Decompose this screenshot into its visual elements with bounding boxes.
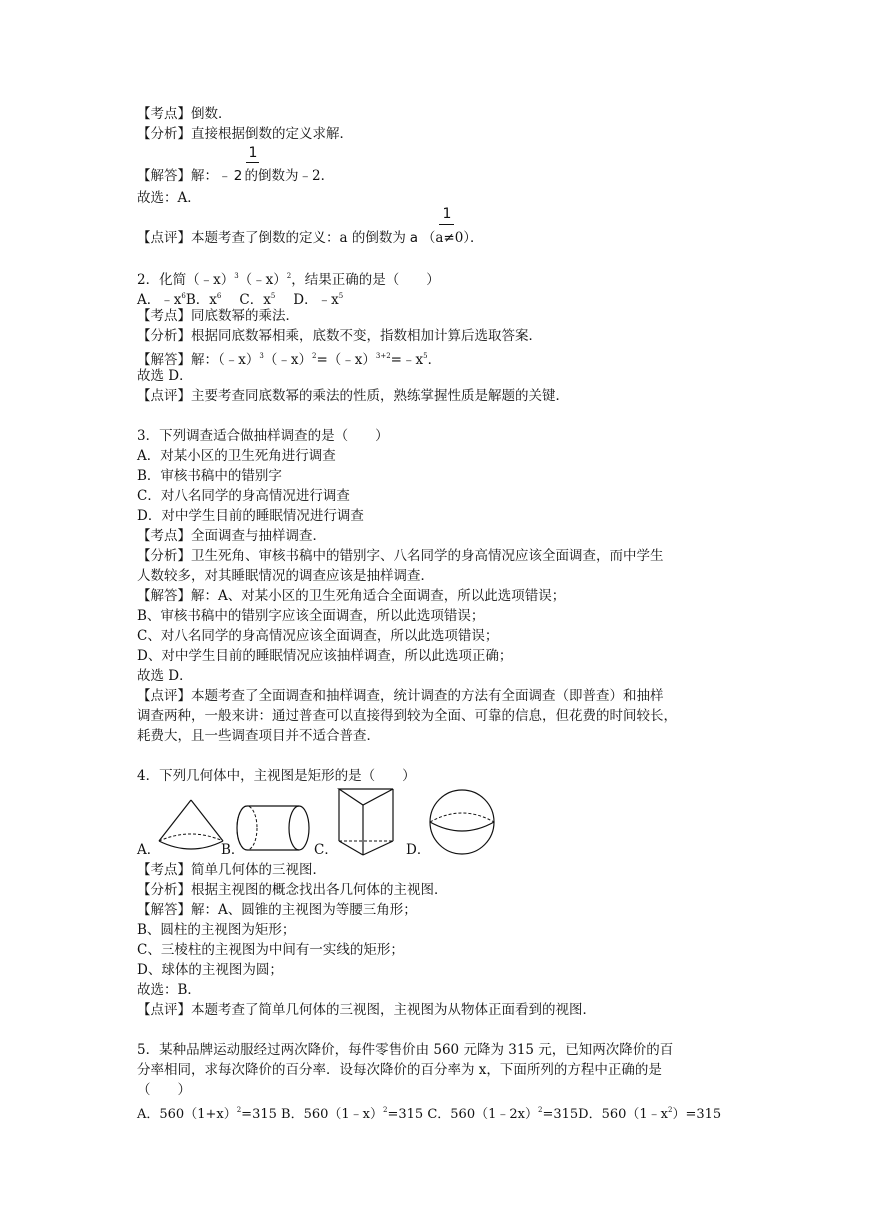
q1-fraction2-denominator: a bbox=[409, 230, 418, 246]
q5-option-a: A．$560(1+x)^2=315$ bbox=[137, 1106, 277, 1122]
q3-option-a: A．对某小区的卫生死角进行调查 bbox=[137, 448, 336, 464]
q5-stem-line3: （ ） bbox=[137, 1082, 191, 1098]
q4-jieda-line2: B、圆柱的主视图为矩形； bbox=[137, 922, 296, 938]
q1-fraction2-numerator: 1 bbox=[442, 206, 452, 222]
q5-stem-line2: 分率相同，求每次降价的百分率．设每次降价的百分率为 x，下面所列的方程中正确的是 bbox=[137, 1062, 662, 1078]
q2-jieda-part: 【解答】解：（﹣x） bbox=[137, 352, 260, 368]
q5-option-b: B．560（1﹣x）$^2$=315 bbox=[281, 1106, 424, 1122]
q2-exponent: 3+2 bbox=[375, 352, 391, 360]
q4-label-d: D． bbox=[406, 842, 431, 858]
q3-fenxi-line2: 人数较多，对其睡眠情况的调查应该是抽样调查． bbox=[137, 568, 434, 584]
q1-fraction-numerator: 1 bbox=[248, 145, 258, 161]
q1-jieda bbox=[137, 166, 334, 186]
q3-fenxi-line1: 【分析】卫生死角、审核书稿中的错别字、八名同学的身高情况应该全面调查，而中学生 bbox=[137, 548, 664, 564]
cylinder-icon bbox=[233, 800, 313, 856]
q5-stem-line1: 5．某种品牌运动服经过两次降价，每件零售价由 560 元降为 315 元，已知两次降价的百 bbox=[137, 1042, 674, 1058]
q1-fraction-denominator: 2 bbox=[233, 168, 243, 184]
q4-jieda-line4: D、球体的主视图为圆； bbox=[137, 962, 283, 978]
q2-fenxi: 【分析】根据同底数幂相乘，底数不变，指数相加计算后选取答案． bbox=[137, 328, 542, 344]
q1-dianping-suffix: （a≠0）． bbox=[421, 230, 484, 246]
q3-dianping-line2: 调查两种，一般来讲：通过普查可以直接得到较为全面、可靠的信息，但花费的时间较长， bbox=[137, 708, 677, 724]
q4-label-c: C． bbox=[314, 842, 338, 858]
q1-jieda-prefix: 【解答】解：﹣ bbox=[137, 168, 232, 184]
q2-option-a: A．$﹣x^6$ bbox=[137, 292, 186, 308]
q3-dianping-line1: 【点评】本题考查了全面调查和抽样调查，统计调查的方法有全面调查（即普查）和抽样 bbox=[137, 688, 664, 704]
q4-jieda-line1: 【解答】解：A、圆锥的主视图为等腰三角形； bbox=[137, 902, 417, 918]
q2-guxuan: 故选 D． bbox=[137, 368, 193, 384]
q1-kaodian: 【考点】倒数． bbox=[137, 106, 232, 122]
q1-jieda-suffix: 的倒数为﹣2． bbox=[244, 168, 335, 184]
q3-stem: 3．下列调查适合做抽样调查的是（ ） bbox=[137, 428, 389, 444]
q3-option-b: B．审核书稿中的错别字 bbox=[137, 468, 282, 484]
q3-jieda-line4: D、对中学生目前的睡眠情况应该抽样调查，所以此选项正确； bbox=[137, 648, 513, 664]
q3-kaodian: 【考点】全面调查与抽样调查． bbox=[137, 528, 326, 544]
q2-kaodian: 【考点】同底数幂的乘法． bbox=[137, 308, 299, 324]
q2-exponent: 2 bbox=[311, 352, 317, 360]
sphere-icon bbox=[426, 786, 498, 858]
q2-jieda-part: =（﹣x） bbox=[316, 352, 376, 368]
q2-exponent: 3 bbox=[259, 352, 264, 360]
q1-fraction-bar bbox=[246, 162, 259, 163]
triangular-prism-icon bbox=[333, 783, 397, 859]
q3-option-d: D．对中学生目前的睡眠情况进行调查 bbox=[137, 508, 364, 524]
q2-jieda-part: ． bbox=[427, 352, 442, 368]
q4-stem: 4．下列几何体中，主视图是矩形的是（ ） bbox=[137, 768, 416, 784]
q1-dianping bbox=[137, 228, 484, 248]
q2-exponent: 2 bbox=[286, 272, 292, 280]
q3-guxuan: 故选 D． bbox=[137, 668, 193, 684]
q1-fenxi: 【分析】直接根据倒数的定义求解． bbox=[137, 126, 353, 142]
q2-option-c: C．$x^5$ bbox=[239, 292, 276, 308]
q2-stem-part: （﹣x） bbox=[238, 272, 287, 288]
q3-option-c: C．对八名同学的身高情况进行调查 bbox=[137, 488, 350, 504]
q1-guxuan: 故选：A． bbox=[137, 190, 201, 206]
q2-dianping: 【点评】主要考查同底数幂的乘法的性质，熟练掌握性质是解题的关键． bbox=[137, 388, 569, 404]
q4-label-b: B． bbox=[221, 842, 245, 858]
q4-fenxi: 【分析】根据主视图的概念找出各几何体的主视图． bbox=[137, 882, 448, 898]
q3-jieda-line2: B、审核书稿中的错别字应该全面调查，所以此选项错误； bbox=[137, 608, 485, 624]
q3-dianping-line3: 耗费大，且一些调查项目并不适合普查． bbox=[137, 728, 380, 744]
q2-option-b: B．$x^6$ bbox=[185, 292, 222, 308]
q2-exponent: 5 bbox=[423, 352, 428, 360]
q5-options bbox=[137, 1100, 721, 1125]
q4-kaodian: 【考点】简单几何体的三视图． bbox=[137, 862, 326, 878]
q3-jieda-line1: 【解答】解：A、对某小区的卫生死角适合全面调查，所以此选项错误； bbox=[137, 588, 566, 604]
q2-exponent: 3 bbox=[234, 272, 239, 280]
q1-fraction2-bar bbox=[439, 224, 454, 225]
q4-dianping: 【点评】本题考查了简单几何体的三视图，主视图为从物体正面看到的视图． bbox=[137, 1002, 596, 1018]
q5-option-c: C．560（1﹣2x）$^2$=315 bbox=[427, 1106, 579, 1122]
q2-option-d: D．$﹣x^5$ bbox=[293, 292, 344, 308]
q2-jieda-part: =﹣x bbox=[390, 352, 424, 368]
q4-jieda-line3: C、三棱柱的主视图为中间有一实线的矩形； bbox=[137, 942, 404, 958]
q5-option-d: D．$560(1﹣x^2)=315$ bbox=[578, 1106, 722, 1122]
cone-icon bbox=[155, 797, 227, 857]
q1-dianping-prefix: 【点评】本题考查了倒数的定义：a 的倒数为 bbox=[137, 230, 406, 246]
q2-stem-part: 2．化简（﹣x） bbox=[137, 272, 235, 288]
q4-guxuan: 故选：B． bbox=[137, 982, 201, 998]
q3-jieda-line3: C、对八名同学的身高情况应该全面调查，所以此选项错误； bbox=[137, 628, 499, 644]
q2-stem-part: ，结果正确的是（ ） bbox=[291, 272, 440, 288]
q4-label-a: A． bbox=[137, 842, 161, 858]
q2-jieda-part: （﹣x） bbox=[263, 352, 312, 368]
